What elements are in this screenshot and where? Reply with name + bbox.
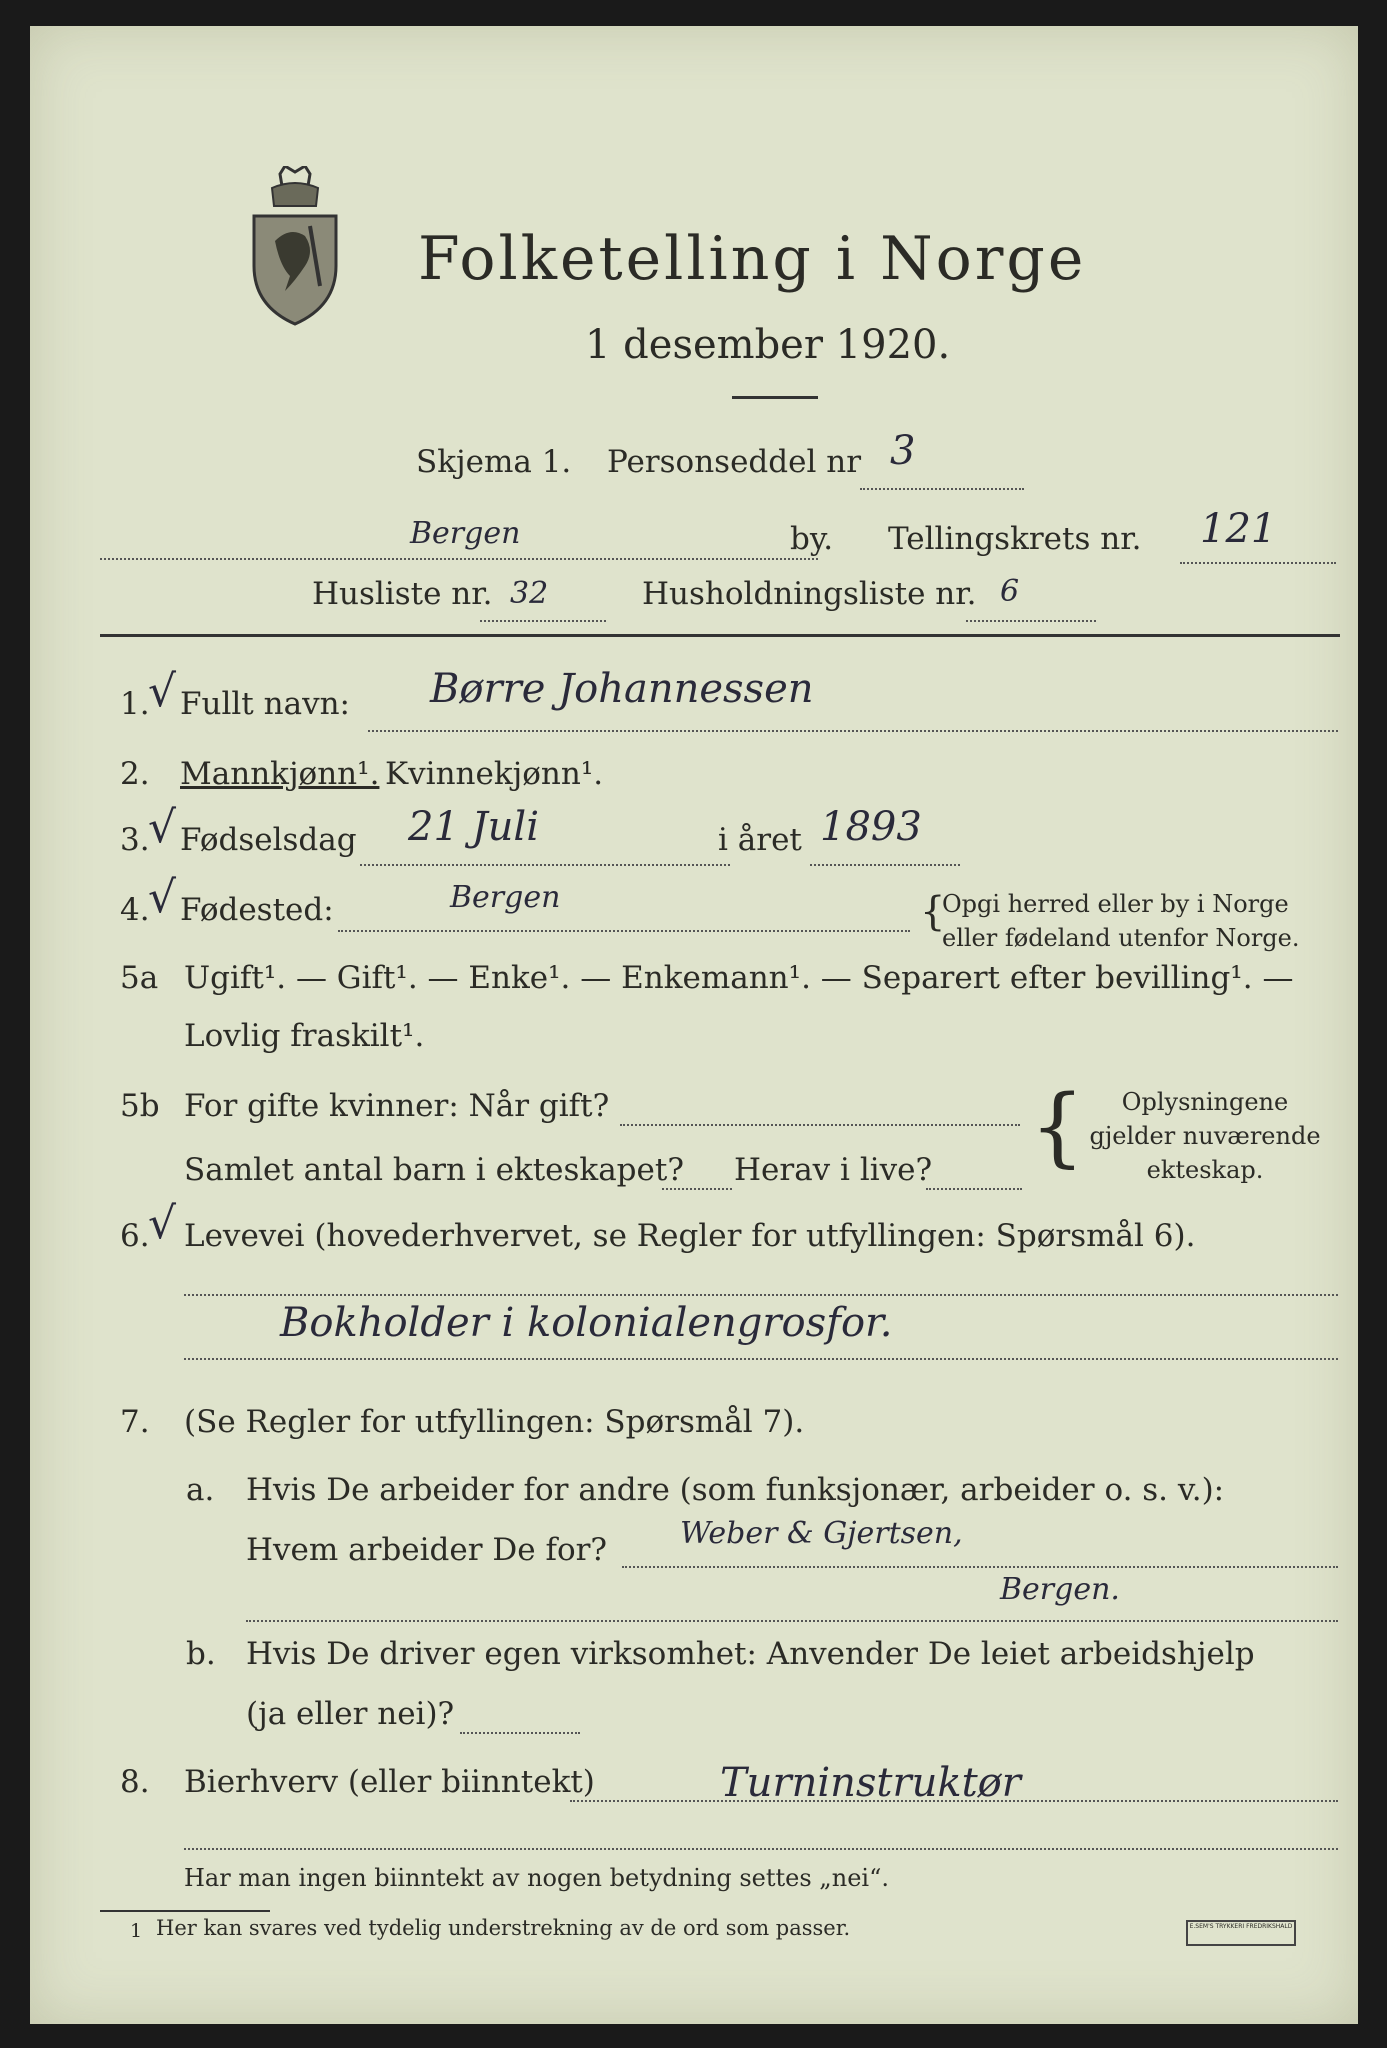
married-when-field[interactable] (620, 1124, 1020, 1126)
census-date: 1 desember 1920. (585, 322, 951, 368)
q8-number: 8. (120, 1764, 150, 1800)
q2-female-option[interactable]: Kvinnekjønn¹. (385, 756, 604, 792)
q5b-note3: ekteskap. (1146, 1156, 1264, 1184)
birth-year-field[interactable] (810, 864, 960, 866)
side-occupation-field-line2[interactable] (184, 1848, 1338, 1850)
birthday-value: 21 Juli (408, 804, 539, 850)
q7a-letter: a. (186, 1472, 215, 1508)
checkmark-icon: √ (148, 872, 177, 923)
q5b-children-label: Samlet antal barn i ekteskapet? (184, 1152, 684, 1188)
q5b-alive-label: Herav i live? (734, 1152, 933, 1188)
birthday-field[interactable] (360, 864, 730, 866)
q5a-number: 5a (120, 960, 159, 996)
q7-label: (Se Regler for utfyllingen: Spørsmål 7). (184, 1404, 805, 1440)
q2-number: 2. (120, 756, 150, 792)
tellingskrets-label: Tellingskrets nr. (888, 521, 1142, 557)
personseddel-label: Personseddel nr (607, 444, 862, 480)
q4-note-line1: Opgi herred eller by i Norge (942, 890, 1289, 918)
q5b-number: 5b (120, 1088, 160, 1124)
side-occupation-value: Turninstruktør (720, 1760, 1021, 1806)
q5b-note2: gjelder nuværende (1089, 1122, 1321, 1150)
by-label: by. (790, 521, 834, 557)
employer-city-value: Bergen. (1000, 1572, 1120, 1607)
husholdningsliste-field[interactable] (966, 620, 1096, 622)
personseddel-value: 3 (890, 428, 916, 474)
city-field[interactable] (100, 558, 818, 560)
footnote-divider (100, 1910, 270, 1912)
q3-year-label: i året (718, 822, 802, 858)
city-value: Bergen (410, 516, 521, 551)
q1-number: 1. (120, 686, 150, 722)
census-form-sheet (30, 26, 1358, 2024)
q2-male-option[interactable]: Mannkjønn¹. (180, 756, 380, 792)
bracket-icon: { (920, 889, 946, 935)
form-title: Folketelling i Norge (418, 224, 1087, 294)
q8-label: Bierhverv (eller biinntekt) (184, 1764, 595, 1800)
q7b-letter: b. (186, 1636, 216, 1672)
husholdningsliste-label: Husholdningsliste nr. (642, 576, 977, 612)
tellingskrets-field[interactable] (1180, 562, 1336, 564)
checkmark-icon: √ (148, 1198, 177, 1249)
footnote-text: Her kan svares ved tydelig understrekning av de ord som passer. (156, 1916, 851, 1940)
q7a-line1: Hvis De arbeider for andre (som funksjonær, arbeider o. s. v.): (246, 1472, 1225, 1508)
q5a-options[interactable]: Ugift¹. — Gift¹. — Enke¹. — Enkemann¹. — Separert efter bevilling¹. — (184, 960, 1294, 996)
schema-label: Skjema 1. (416, 444, 572, 480)
q1-label: Fullt navn: (180, 686, 350, 722)
q7b-line2: (ja eller nei)? (246, 1696, 455, 1732)
q7a-line2: Hvem arbeider De for? (246, 1532, 608, 1568)
footnote-number: 1 (130, 1920, 143, 1942)
q5a-options-cont[interactable]: Lovlig fraskilt¹. (184, 1018, 425, 1054)
header-separator (100, 634, 1340, 637)
full-name-value: Børre Johannessen (430, 666, 814, 712)
husliste-value: 32 (510, 576, 549, 611)
full-name-field[interactable] (368, 730, 1338, 732)
bracket-icon: { (1030, 1077, 1085, 1177)
hired-help-field[interactable] (460, 1732, 580, 1734)
q7-number: 7. (120, 1404, 150, 1440)
occupation-field-line2[interactable] (184, 1358, 1338, 1360)
q4-label: Fødested: (180, 892, 334, 928)
employer-field-line2[interactable] (246, 1620, 1338, 1622)
tellingskrets-value: 121 (1200, 506, 1277, 552)
q4-number: 4. (120, 892, 150, 928)
checkmark-icon: √ (148, 802, 177, 853)
q7b-line1: Hvis De driver egen virksomhet: Anvender De leiet arbeidshjelp (246, 1636, 1255, 1672)
employer-value: Weber & Gjertsen, (680, 1516, 963, 1551)
q4-note-line2: eller fødeland utenfor Norge. (942, 924, 1300, 952)
q5b-note1: Oplysningene (1121, 1088, 1289, 1116)
q3-label: Fødselsdag (180, 822, 357, 858)
children-alive-field[interactable] (926, 1188, 1022, 1190)
birth-year-value: 1893 (820, 804, 922, 850)
q6-label: Levevei (hovederhvervet, se Regler for utfyllingen: Spørsmål 6). (184, 1218, 1196, 1254)
q6-number: 6. (120, 1218, 150, 1254)
footer-note: Har man ingen biinntekt av nogen betydning settes „nei“. (184, 1864, 889, 1892)
children-count-field[interactable] (662, 1188, 732, 1190)
q5b-line1: For gifte kvinner: Når gift? (184, 1088, 610, 1124)
birthplace-value: Bergen (450, 880, 561, 915)
title-divider (732, 396, 818, 399)
occupation-value: Bokholder i kolonialengrosfor. (280, 1300, 893, 1346)
checkmark-icon: √ (148, 666, 177, 717)
husliste-label: Husliste nr. (312, 576, 493, 612)
occupation-field-line1[interactable] (184, 1294, 1338, 1296)
printer-stamp: E.SEM'S TRYKKERI FREDRIKSHALD (1186, 1920, 1296, 1946)
personseddel-field[interactable] (860, 488, 1024, 490)
husholdningsliste-value: 6 (1000, 574, 1020, 609)
employer-field-line1[interactable] (622, 1566, 1338, 1568)
husliste-field[interactable] (480, 620, 606, 622)
norwegian-coat-of-arms-icon (250, 166, 340, 326)
birthplace-field[interactable] (338, 930, 910, 932)
q3-number: 3. (120, 822, 150, 858)
